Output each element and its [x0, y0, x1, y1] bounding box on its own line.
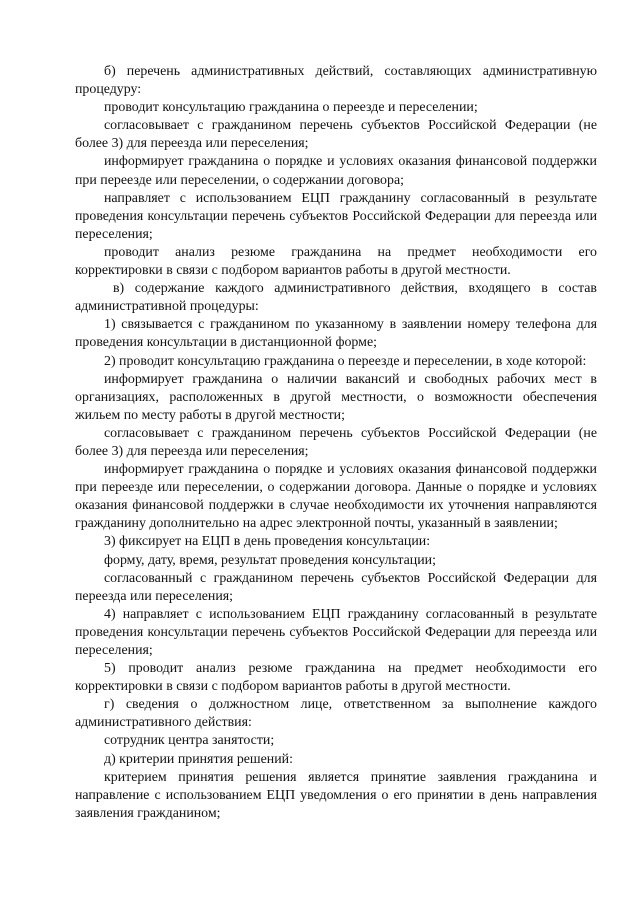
paragraph-g-responsible-officer: г) сведения о должностном лице, ответственном за выполнение каждого административного действия:: [75, 697, 597, 731]
paragraph: согласовывает с гражданином перечень субъектов Российской Федерации (не более 3) для переезда или переселения;: [75, 118, 597, 152]
paragraph: информирует гражданина о наличии вакансий и свободных рабочих мест в организациях, расположенных в другой местности, о возможности обеспечения жильем по месту работы в другой местности;: [75, 371, 597, 423]
paragraph: форму, дату, время, результат проведения консультации;: [104, 552, 436, 568]
paragraph-d-decision-criteria: д) критерии принятия решений:: [104, 751, 293, 767]
paragraph: согласовывает с гражданином перечень субъектов Российской Федерации (не более 3) для переезда или переселения;: [75, 425, 597, 459]
paragraph: информирует гражданина о порядке и условиях оказания финансовой поддержки при переезде или переселении, о содержании договора;: [75, 154, 597, 188]
paragraph-item-5: 5) проводит анализ резюме гражданина на предмет необходимости его корректировки в связи с подбором вариантов работы в другой местности.: [75, 661, 597, 695]
paragraph-b-actions-list: б) перечень административных действий, составляющих административную процедуру:: [75, 64, 597, 98]
paragraph: проводит анализ резюме гражданина на предмет необходимости его корректировки в связи с подбором вариантов работы в другой местности.: [75, 244, 597, 279]
paragraph: критерием принятия решения является принятие заявления гражданина и направление с использованием ЕЦП уведомления о его принятии в день направления заявления гражданином;: [75, 769, 597, 821]
paragraph: согласованный с гражданином перечень субъектов Российской Федерации для переезда или переселения;: [75, 570, 597, 604]
document-body: [75, 63, 597, 823]
paragraph: проводит консультацию гражданина о переезде и переселении;: [104, 100, 478, 116]
paragraph-v-action-content: в) содержание каждого административного действия, входящего в состав административной процедуры:: [75, 281, 597, 315]
paragraph-item-3: 3) фиксирует на ЕЦП в день проведения консультации:: [104, 534, 431, 550]
paragraph: направляет с использованием ЕЦП гражданину согласованный в результате проведения консультации перечень субъектов Российской Федерации для переезда или переселения;: [75, 190, 597, 242]
paragraph: сотрудник центра занятости;: [104, 733, 275, 749]
paragraph-item-1: 1) связывается с гражданином по указанному в заявлении номеру телефона для проведения консультации в дистанционной форме;: [75, 317, 597, 351]
paragraph-item-4: 4) направляет с использованием ЕЦП гражданину согласованный в результате проведения консультации перечень субъектов Российской Федерации для переезда или переселения;: [75, 606, 597, 658]
paragraph-item-2: 2) проводит консультацию гражданина о переезде и переселении, в ходе которой:: [104, 353, 587, 369]
paragraph: информирует гражданина о порядке и условиях оказания финансовой поддержки при переезде или переселении, о содержании договора. Данные о порядке и условиях оказания финансовой поддержки в случае необходимости их уточнения направляются гражданину дополнительно на адрес электронной почты, указанный в заявлении;: [75, 462, 597, 532]
